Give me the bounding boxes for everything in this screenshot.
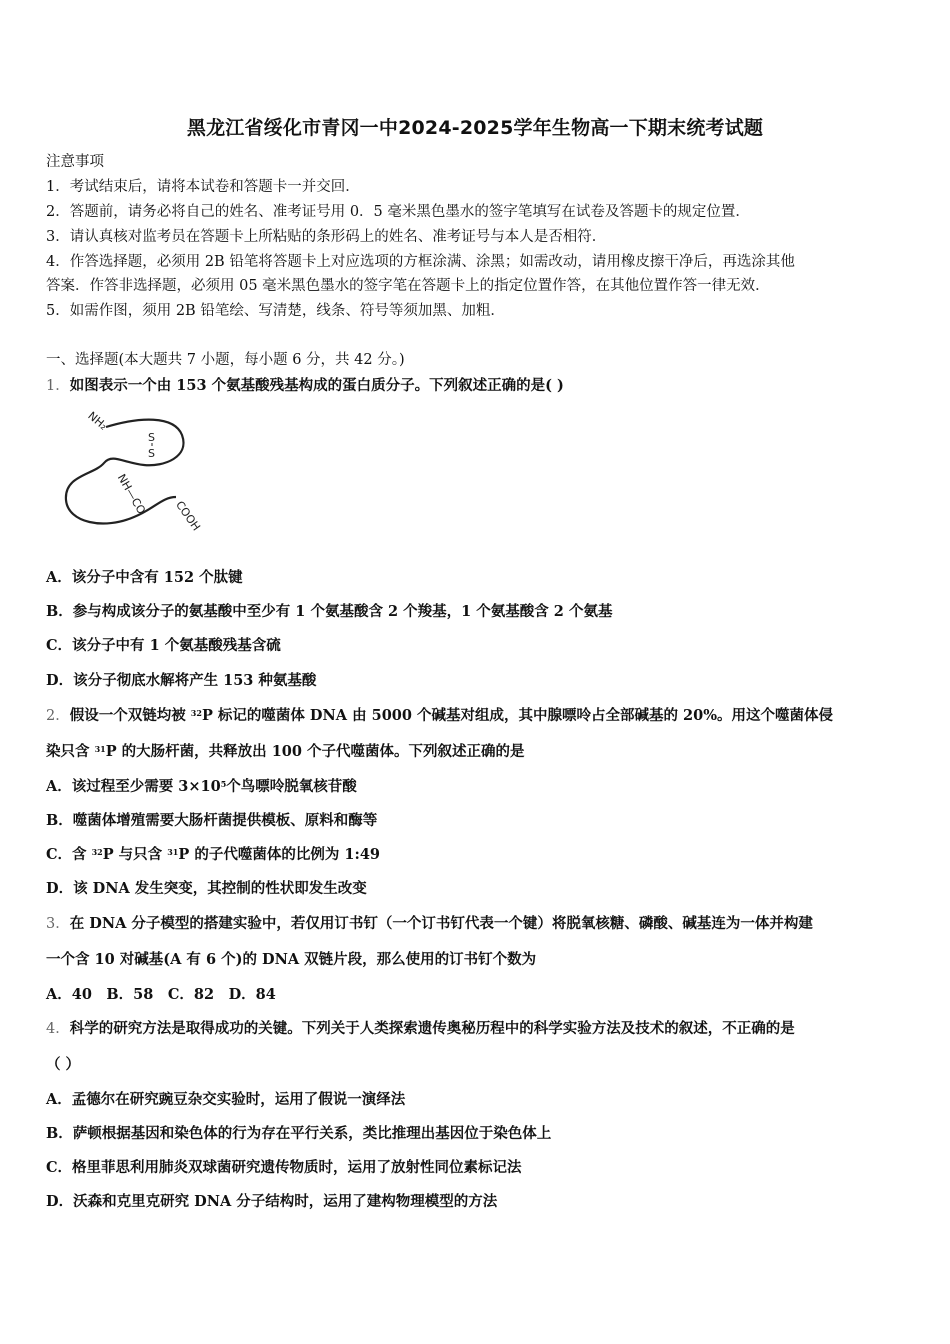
- question-4-option-b: B．萨顿根据基因和染色体的行为存在平行关系，类比推理出基因位于染色体上: [46, 1125, 552, 1142]
- q3-text: 在 DNA 分子模型的搭建实验中，若仅用订书钉（一个订书钉代表一个键）将脱氧核糖、磷酸、碱基连为一体并构建: [69, 915, 813, 932]
- q2-text: P 的大肠杆菌，共释放出 100 个子代噬菌体。下列叙述正确的是: [105, 743, 525, 760]
- question-1-option-b: B．参与构成该分子的氨基酸中至少有 1 个氨基酸含 2 个羧基，1 个氨基酸含 2 个氨基: [46, 603, 613, 620]
- question-4-option-a: A．孟德尔在研究豌豆杂交实验时，运用了假说一演绎法: [46, 1091, 406, 1108]
- notice-item-3: 3．请认真核对监考员在答题卡上所粘贴的条形码上的姓名、准考证号与本人是否相符．: [46, 229, 607, 245]
- question-1-stem: [46, 376, 564, 396]
- question-2-option-b: B．噬菌体增殖需要大肠杆菌提供模板、原料和酶等: [46, 812, 378, 829]
- question-4-option-d: D．沃森和克里克研究 DNA 分子结构时，运用了建构物理模型的方法: [46, 1193, 498, 1210]
- question-1-number: 1．: [46, 378, 70, 394]
- notice-item-1: 1．考试结束后，请将本试卷和答题卡一并交回．: [46, 179, 360, 195]
- q4-text: 科学的研究方法是取得成功的关键。下列关于人类探索遗传奥秘历程中的科学实验方法及技术的叙述，不正确的是: [69, 1020, 795, 1037]
- disulfide-s2: S: [148, 447, 155, 460]
- question-1-text: 如图表示一个由 153 个氨基酸残基构成的蛋白质分子。下列叙述正确的是( ): [69, 377, 564, 394]
- section-heading: 一、选择题(本大题共 7 小题，每小题 6 分，共 42 分。): [46, 352, 405, 368]
- question-3-stem-line2: 一个含 10 对碱基(A 有 6 个)的 DNA 双链片段，那么使用的订书钉个数为: [46, 951, 537, 968]
- question-3-options: A．40 B．58 C．82 D．84: [46, 986, 276, 1003]
- q2-option-text: P 与只含: [102, 846, 168, 863]
- nh2-label: NH₂: [85, 409, 110, 433]
- question-4-stem-line1: [46, 1019, 795, 1039]
- disulfide-s1: S: [148, 431, 155, 444]
- question-2-number: 2．: [46, 708, 70, 724]
- q2-sup: 5: [220, 779, 227, 789]
- q2-text: 假设一个双链均被: [69, 707, 191, 724]
- question-2-option-d: D．该 DNA 发生突变，其控制的性状即发生改变: [46, 880, 367, 897]
- peptide-bond-label: NH—CO: [114, 471, 148, 517]
- question-3-stem-line1: [46, 914, 813, 934]
- q2-sup: 32: [91, 847, 103, 857]
- question-2-stem-line2: [46, 742, 525, 762]
- q2-sup: 31: [167, 847, 179, 857]
- notice-item-4b: 答案．作答非选择题，必须用 05 毫米黑色墨水的签字笔在答题卡上的指定位置作答，在其他位置作答一律无效．: [46, 278, 770, 294]
- q2-option-text: P 的子代噬菌体的比例为 1:49: [178, 846, 380, 863]
- question-1-option-d: D．该分子彻底水解将产生 153 种氨基酸: [46, 672, 317, 689]
- notice-item-4a: 4．作答选择题，必须用 2B 铅笔将答题卡上对应选项的方框涂满、涂黑；如需改动，请用橡皮擦干净后，再选涂其他: [46, 254, 795, 270]
- notice-item-2: 2．答题前，请务必将自己的姓名、准考证号用 0．5 毫米黑色墨水的签字笔填写在试卷及答题卡的规定位置．: [46, 204, 750, 220]
- q2-option-text: 个鸟嘌呤脱氧核苷酸: [226, 778, 357, 795]
- notice-item-5: 5．如需作图，须用 2B 铅笔绘、写清楚，线条、符号等须加黑、加粗．: [46, 303, 505, 319]
- question-1-option-a: A．该分子中含有 152 个肽键: [46, 569, 243, 586]
- q2-text: P 标记的噬菌体 DNA 由 5000 个碱基对组成，其中腺嘌呤占全部碱基的 20%。用这个噬菌体侵: [201, 707, 834, 724]
- protein-molecule-figure: [44, 405, 214, 540]
- question-4-option-c: C．格里菲思利用肺炎双球菌研究遗传物质时，运用了放射性同位素标记法: [46, 1159, 522, 1176]
- q2-option-text: C．含: [46, 846, 92, 863]
- question-2-option-c: [46, 845, 380, 865]
- question-1-option-c: C．该分子中有 1 个氨基酸残基含硫: [46, 637, 281, 654]
- q2-text: 染只含: [46, 743, 95, 760]
- q2-sup: 32: [190, 708, 202, 718]
- question-4-number: 4．: [46, 1021, 70, 1037]
- cooh-label: COOH: [173, 498, 203, 534]
- question-2-option-a: [46, 777, 357, 797]
- question-4-stem-line2: （ ）: [46, 1056, 81, 1073]
- question-3-number: 3．: [46, 916, 70, 932]
- exam-title: 黑龙江省绥化市青冈一中2024-2025学年生物高一下期末统考试题: [186, 117, 764, 139]
- notice-heading: 注意事项: [46, 154, 104, 170]
- question-2-stem-line1: [46, 706, 833, 726]
- q2-option-text: A．该过程至少需要 3×10: [46, 778, 221, 795]
- q2-sup: 31: [94, 744, 106, 754]
